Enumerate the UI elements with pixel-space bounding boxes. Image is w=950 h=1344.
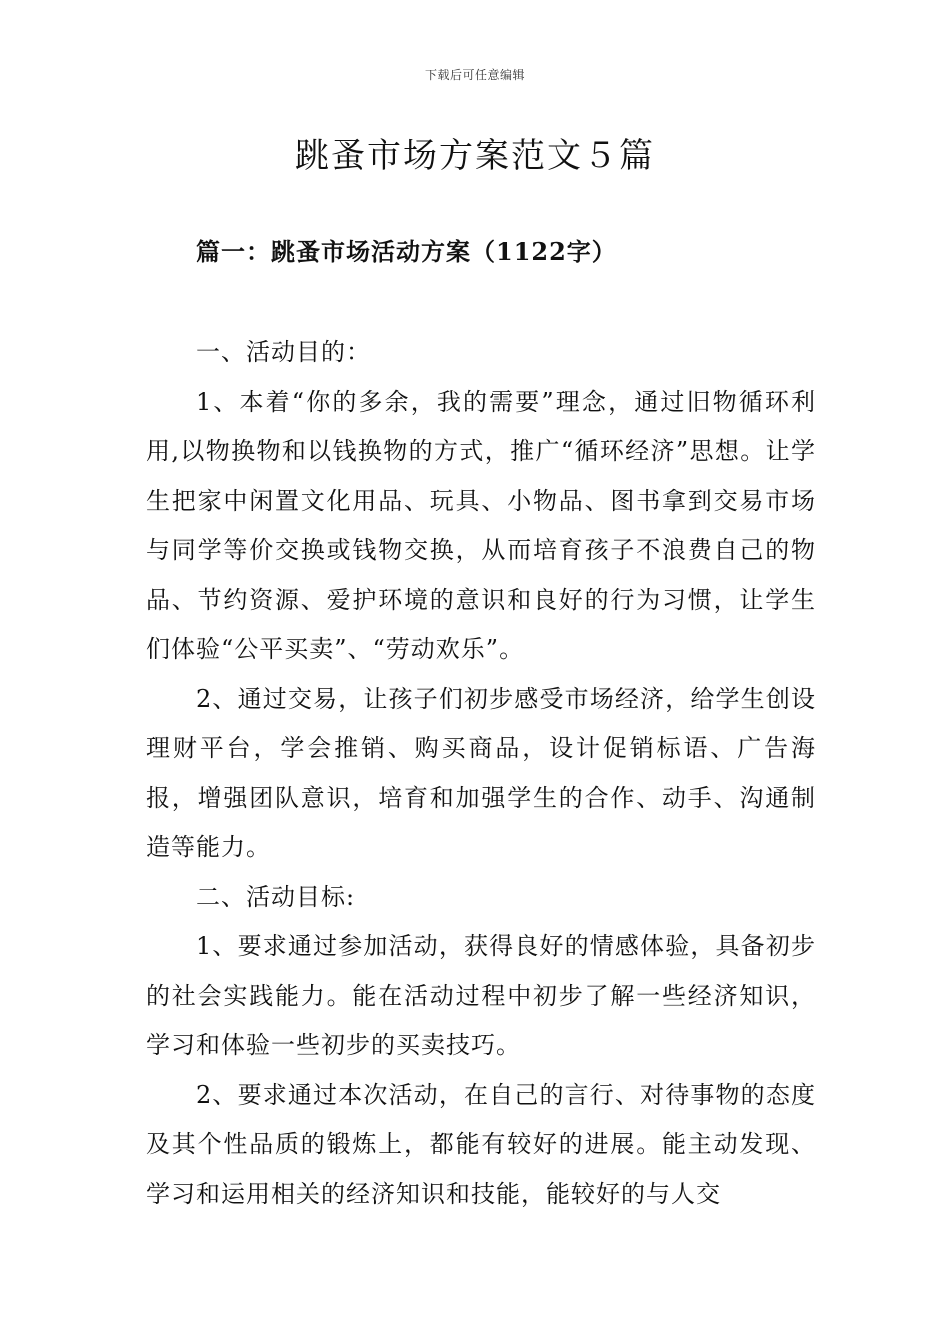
section-title: 篇一：跳蚤市场活动方案（1122字） bbox=[196, 237, 617, 266]
paragraph-goal-2: 2、要求通过本次活动，在自己的言行、对待事物的态度及其个性品质的锻炼上，都能有较好的进展。能主动发现、学习和运用相关的经济知识和技能，能较好的与人交 bbox=[146, 1080, 816, 1208]
heading-activity-goals: 二、活动目标: bbox=[196, 882, 356, 911]
paragraph-purpose-2: 2、通过交易，让孩子们初步感受市场经济，给学生创设理财平台，学会推销、购买商品，设计促销标语、广告海报，增强团队意识，培育和加强学生的合作、动手、沟通制造等能力。 bbox=[146, 684, 816, 861]
paragraph-goal-1: 1、要求通过参加活动，获得良好的情感体验，具备初步的社会实践能力。能在活动过程中初步了解一些经济知识，学习和体验一些初步的买卖技巧。 bbox=[146, 932, 816, 1059]
heading-activity-purpose: 一、活动目的： bbox=[196, 338, 371, 366]
body-text bbox=[146, 328, 816, 1219]
paragraph-purpose-1: 1、本着“你的多余，我的需要”理念，通过旧物循环利用,以物换物和以钱换物的方式，推广“循环经济”思想。让学生把家中闲置文化用品、玩具、小物品、图书拿到交易市场与同学等价交换或钱物交换，从而培育孩子不浪费自己的物品、节约资源、爱护环境的意识和良好的行为习惯，让学生们体验“公平买卖”、“劳动欢乐”。 bbox=[146, 387, 816, 663]
header-note: 下载后可任意编辑 bbox=[424, 68, 525, 82]
document-title: 跳蚤市场方案范文５篇 bbox=[295, 136, 655, 176]
